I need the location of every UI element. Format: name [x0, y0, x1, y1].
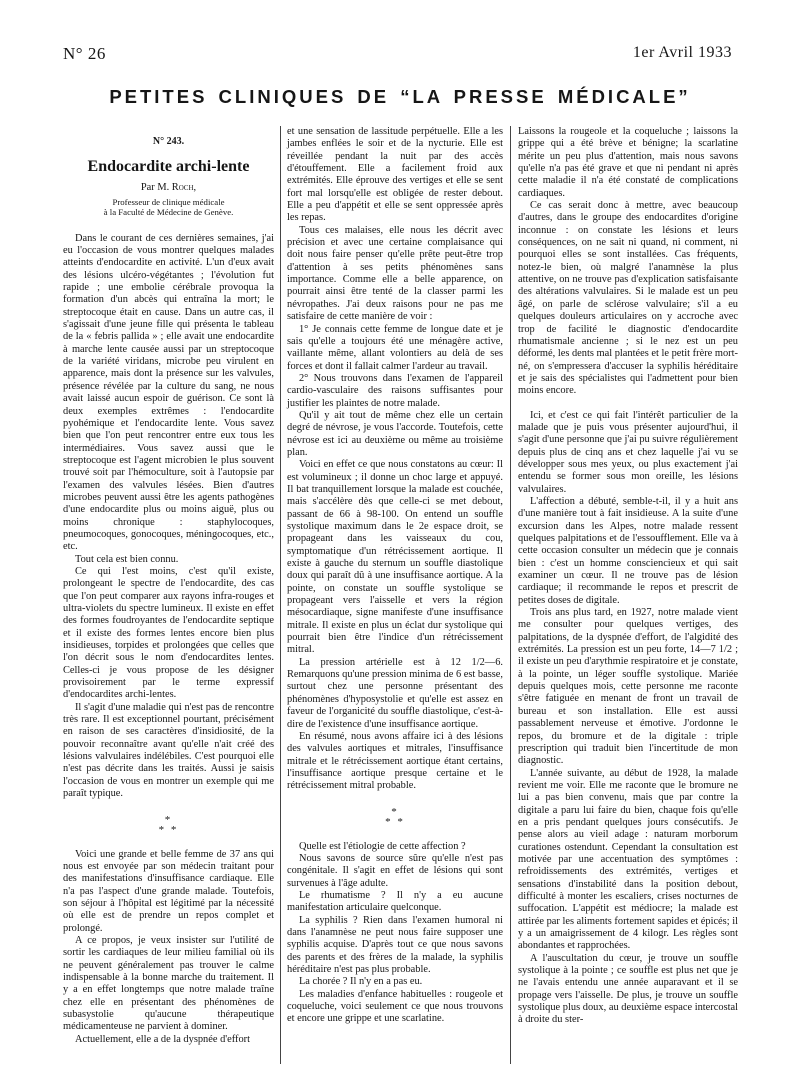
article-title: Endocardite archi-lente [87, 158, 250, 176]
article-number: N° 243. [152, 136, 185, 147]
paragraph: La chorée ? Il n'y en a pas eu. [298, 976, 423, 988]
paragraph: Les maladies d'enfance habituelles : rougeole et coqueluche, voici seulement ce que nous trouvons et encore une grippe et une scarlatine. [287, 988, 503, 1025]
paragraph: Voici en effet ce que nous constatons au cœur: Il est volumineux ; il donne un choc large et appuyé. Il bat tranquillement lorsque la malade est couchée, mais s'accélère dès que celle-ci se met debout, passant de 66 à 98-100. On entend un souffle systolique maximum dans le 2e espace droit, se propageant dans les vaisseaux du cou, symptomatique d'un rétrécissement aortique. Il existe à gauche du sternum un souffle diastolique doux qui paraît dû à une insuffisance aortique. A la pointe, on constate un souffle systolique se propageant vers l'aisselle et vers la région mésocardiaque, signe manifeste d'une insuffisance mitrale. Il existe en plus un éclat dur systolique qui pourrait bien être l'indice d'un rétrécissement mitral. [287, 459, 503, 656]
column-rule [510, 126, 511, 1064]
paragraph: Nous savons de source sûre qu'elle n'est pas congénitale. Il s'agit en effet de lésions qui sont survenues à l'âge adulte. [287, 852, 503, 889]
paragraph: Trois ans plus tard, en 1927, notre malade vient me consulter pour quelques vertiges, des palpitations, de la dyspnée d'effort, de l'algidité des extrémités. La pression est un peu forte, 14—7 1/2 ; il existe un peu d'arythmie respiratoire et je constate, à la pointe, un léger souffle systolique. Mariée depuis quelques mois, cette personne me raconte s'être fatiguée en menant de front un travail de bureau et son installation. Elle est aussi passablement nerveuse et émotive. J'ordonne le repos, du bromure et de la digitale : triple prescription qui traduit bien l'incertitude de mon diagnostic. [518, 607, 738, 767]
paragraph: A l'auscultation du cœur, je trouve un souffle systolique à la pointe ; ce souffle est plus net que je ne l'avais entendu une année auparavant et il se propage vers l'aisselle. De plus, je trouve un souffle systolique plus doux, au deuxième espace intercostal à droite du ster- [518, 952, 738, 1026]
paragraph: Laissons la rougeole et la coqueluche ; laissons la grippe qui a été brève et bénigne; la scarlatine mérite un peu plus d'attention, mais nous savons qu'elle n'a pas été grave et que ni pendant ni après cette maladie il n'a été constaté de complications cardiaques. [518, 126, 738, 199]
section-separator: * * * [158, 813, 179, 836]
column-3 [518, 126, 738, 1027]
affiliation-line: Professeur de clinique médicale [112, 196, 225, 207]
paragraph: Ici, et c'est ce qui fait l'intérêt particulier de la malade que je puis vous présenter aujourd'hui, il s'agit d'une personne que j'ai pu suivre régulièrement depuis plus de cinq ans et chez laquelle j'ai vu se développer sous mes yeux, ou plus exactement j'ai entendu se former sous mon oreille, les lésions valvulaires. [518, 409, 738, 495]
journal-title: PETITES CLINIQUES DE “LA PRESSE MÉDICALE” [109, 86, 691, 107]
section-separator: * * * [385, 805, 405, 828]
column-2 [287, 126, 503, 1026]
paragraph: Quelle est l'étiologie de cette affection ? [298, 840, 466, 852]
author-affiliation [63, 197, 274, 217]
paragraph: Voici une grande et belle femme de 37 ans qui nous est envoyée par son médecin traitant pour des manifestations d'insuffisance cardiaque. Elle n'a pas l'aspect d'une grande malade. Toutefois, son séjour à l'hôpital est légitimé par la nécessité où elle est de prendre un repos complet et prolongé. [63, 848, 274, 934]
paragraph: Ce cas serait donc à mettre, avec beaucoup d'autres, dans le groupe des endocardites d'origine inconnue : on constate les lésions et leurs conséquences, on ne sait ni quand, ni comment, ni pourquoi elles se sont installées. Cas fréquents, notez-le bien, où malgré l'anamnèse la plus attentive, on ne trouve pas d'explication satisfaisante des altérations valvulaires. Si le malade est un peu âgé, on parle de sclérose valvulaire; s'il a eu quelques douleurs articulaires on y accroche avec trop de facilité le diagnostic d'endocardite rhumatismale ancienne ; si le nez est un peu déformé, les dents mal plantées et le petit frère mort-né, on s'empressera d'accuser la syphilis héréditaire et je sais des spécialistes qui l'admettent pour bien moins encore. [518, 200, 738, 397]
author-prefix: Par M. [140, 182, 170, 194]
paragraph: L'année suivante, au début de 1928, la malade revient me voir. Elle me raconte que le bromure ne lui a pas bien convenu, mais que par contre la digitale a paru lui faire du bien, chaque fois qu'elle en a pris pendant quelques jours consécutifs. Je pense alors au vieil adage : naturam morborum curationes ostendunt. Cependant la consultation est motivée par une accentuation des symptômes : refroidissements des extrémités, vertiges et sensations d'instabilité dans la position debout, difficulté à monter les escaliers, crises nocturnes de suffocation. L'appétit est médiocre; la malade est attirée par les aliments fortement sapides et épicés; il y a un amaigrissement de 4 kilogr. Les règles sont abondantes et rapprochées. [518, 767, 738, 952]
paragraph: Qu'il y ait tout de même chez elle un certain degré de névrose, je vous l'accorde. Toutefois, cette névrose est ici au deuxième ou même au troisième plan. [287, 409, 503, 458]
paragraph: Le rhumatisme ? Il n'y a eu aucune manifestation articulaire quelconque. [287, 889, 503, 914]
paragraph: En résumé, nous avons affaire ici à des lésions des valvules aortiques et mitrales, l'insuffisance mitrale et le rétrécissement aortique étant certains, l'insuffisance aortique presque certaine et le rétrécissement mitral probable. [287, 730, 503, 792]
paragraph: Actuellement, elle a de la dyspnée d'effort [74, 1033, 251, 1045]
paragraph: La pression artérielle est à 12 1/2—6. Remarquons qu'une pression minima de 6 est basse, surtout chez une personne présentant des phénomènes d'hyposystolie et qu'elle est assez en faveur de l'organicité du souffle diastolique, c'est-à-dire de l'existence d'une insuffisance aortique. [287, 656, 503, 730]
paragraph: A ce propos, je veux insister sur l'utilité de sortir les cardiaques de leur milieu familial où ils ne peuvent généralement pas trouver le calme indispensable à la bonne marche du traitement. Il y a en effet longtemps que notre malade traîne chez elle en présentant des phénomènes de subasystolie qu'aucune thérapeutique médicamenteuse ne parvient à dominer. [63, 934, 274, 1033]
affiliation-line: à la Faculté de Médecine de Genève. [103, 206, 234, 217]
paragraph: La syphilis ? Rien dans l'examen humoral ni dans l'anamnèse ne peut nous faire supposer une syphilis acquise. D'après tout ce que nous savons des parents et des frères de la malade, la syphilis héréditaire n'est pas plus probable. [287, 914, 503, 975]
column-1 [63, 126, 274, 1046]
paragraph: et une sensation de lassitude perpétuelle. Elle a les jambes enflées le soir et de la nycturie. Elle est réveillée pendant la nuit par des accès d'étouffement. Elle a facilement froid aux extrémités. Elle éprouve des vertiges et elle se sent fort mal lorsqu'elle est obligée de rester debout. Elle a peu d'appétit et elle se sent oppressée après les repas. [287, 126, 503, 224]
paragraph: Il s'agit d'une maladie qui n'est pas de rencontre très rare. Il est exceptionnel pourtant, précisément en raison de ses caractères d'insidiosité, de la pouvoir reconnaître avant qu'elle n'ait créé des lésions valvulaires indélébiles. C'est pourquoi elle n'est pas décrite dans les traités. Aussi je saisis l'occasion de vous en montrer un exemple qui me paraît typique. [63, 701, 274, 800]
paragraph: 1° Je connais cette femme de longue date et je sais qu'elle a toujours été une ménagère active, vaillante même, allant volontiers au delà de ses forces et dont il fallait calmer l'ardeur au travail. [287, 323, 503, 372]
article-author [63, 182, 274, 194]
paragraph: Tout cela est bien connu. [74, 553, 179, 565]
column-rule [280, 126, 281, 1064]
issue-date: 1er Avril 1933 [632, 44, 732, 61]
issue-number: N° 26 [63, 44, 106, 63]
paragraph: Dans le courant de ces dernières semaines, j'ai eu l'occasion de vous montrer quelques malades atteints d'endocardite en activité. L'un d'eux avait des lésions ulcéro-végétantes ; l'évolution fut rapide ; une embolie cérébrale provoqua la formation d'un abcès qui entraîna la mort; le streptocoque était en cause. Dans un autre cas, il s'agissait d'une jeune fille qui présenta le tableau de la « febris pallida » ; elle avait une endocardite à marche lente causée aussi par un streptocoque de la variété viridans, microbe peu virulent en apparence, mais dont la présence sur les valvules, présence révélée par la culture du sang, ne nous avait laissé aucun espoir de guérison. Ce sont là deux exemples extrêmes : l'endocardite pyohémique et l'endocardite lente. Vous savez bien que l'on peut rencontrer entre eux tous les intermédiaires. Vous savez aussi que le streptocoque est l'agent microbien le plus souvent trouvé soit par l'hémoculture, soit à l'autopsie par l'examen des valvules lésées. Bien d'autres microbes peuvent aussi être les agents pathogènes d'une endocardite plus ou moins aiguë, plus ou moins chronique : staphylocoques, pneumocoques, gonocoques, méningocoques, etc., etc. [63, 232, 274, 553]
paragraph: L'affection a débuté, semble-t-il, il y a huit ans d'une manière tout à fait insidieuse. A la suite d'une excursion dans les Alpes, notre malade ressent quelques palpitations et de l'essoufflement. Elle va à cette occasion consulter un médecin que je connais bien : c'est un homme consciencieux et qui sait examiner un cœur. Il ne trouve pas de lésion cardiaque; il recommande le repos et prescrit de petites doses de digitale. [518, 495, 738, 606]
paragraph: 2° Nous trouvons dans l'examen de l'appareil cardio-vasculaire des raisons suffisantes pour justifier les plaintes de notre malade. [287, 372, 503, 409]
page-header [63, 44, 732, 68]
paragraph-gap [518, 398, 738, 410]
paragraph: Ce qui l'est moins, c'est qu'il existe, prolongeant le spectre de l'endocardite, des cas que l'on peut comparer aux rayons infra-rouges et ultra-violets du spectre lumineux. Il existe en effet des formes foudroyantes de l'endocardite septique et il existe des formes lentes encore bien plus insidieuses, torpides et prolongées que celles que l'on décrit sous le nom d'endocardites lentes. Celles-ci je vous propose de les désigner provisoirement par le terme expressif d'endocardites archi-lentes. [63, 565, 274, 701]
paragraph: Tous ces malaises, elle nous les décrit avec précision et avec une certaine complaisance qui doit nous faire penser qu'elle prête peut-être trop d'attention à ses petits phénomènes sans importance. Comme elle a belle apparence, on pourrait ainsi être tenté de la classer parmi les névropathes. J'ai deux raisons pour ne pas me satisfaire de cette manière de voir : [287, 224, 503, 323]
author-name: Roch, [171, 182, 197, 194]
